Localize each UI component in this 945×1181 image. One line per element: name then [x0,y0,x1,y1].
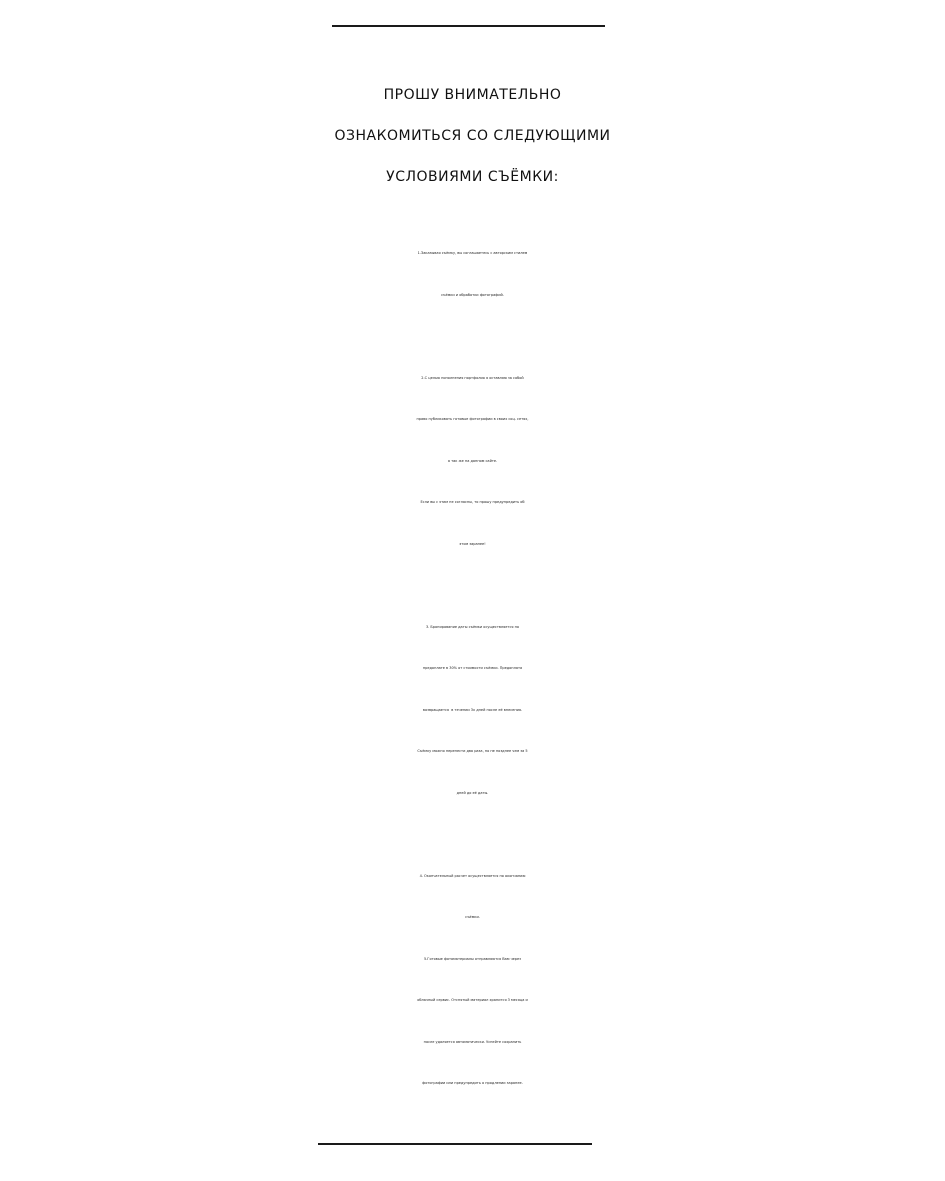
term-line: 3. Бронирование даты съёмки осуществляется по [425,624,520,629]
term-line: возвращается в течении 3х дней после её внесения. [422,707,523,712]
term-line: съёмки и обработки фотографий. [441,292,504,297]
term-2-portfolio-publishing [0,358,945,566]
title-line: ОЗНАКОМИТЬСЯ СО СЛЕДУЮЩИМИ [334,128,611,144]
top-divider [332,25,605,27]
bottom-divider [318,1143,592,1145]
term-3-booking-prepayment [0,607,945,815]
paragraph-gap [0,814,945,856]
term-line: после удаляется автоматически. Успейте сохранить [423,1039,522,1044]
term-line: дней до её даты. [456,790,489,795]
term-line: Если вы с этим не согласны, то прошу предупредить об [420,500,525,504]
term-5-delivery-storage [0,939,945,1105]
term-line: этом заранее! [459,541,486,546]
term-1-style-agreement [0,233,945,316]
term-line: право публиковать готовые фотографии в своих соц. сетях, [416,417,529,421]
term-4-final-payment [0,856,945,939]
term-line: облачный сервис. Отснятый материал хранится 3 месяца и [417,998,528,1002]
term-line: 1.Заказывая съёмку, вы соглашаетесь с авторским стилем [417,251,528,255]
term-line: предоплате в 30% от стоимости съёмки. Предоплата [422,666,523,670]
paragraph-gap [0,565,945,607]
term-line: фотографии или предупредить о продлении заранее. [422,1081,523,1085]
title-line: УСЛОВИЯМИ СЪЁМКИ: [386,169,559,185]
term-line: 5.Готовые фотоматериалы отправляются Вам через [423,956,522,961]
term-line: 2.С целью пополнения портфолио я оставляю за собой [421,375,524,380]
page-title [0,75,945,198]
paragraph-gap [0,316,945,358]
title-line: ПРОШУ ВНИМАТЕЛЬНО [383,87,562,103]
term-line: съёмки. [465,915,480,919]
term-line: а так же на данном сайте. [447,458,498,463]
term-line: Съёмку можно перенести два раза, но не позднее чем за 5 [417,749,528,753]
terms-body [0,233,945,1105]
term-line: 4. Окончательный расчет осуществляется по окончанию [419,873,526,878]
